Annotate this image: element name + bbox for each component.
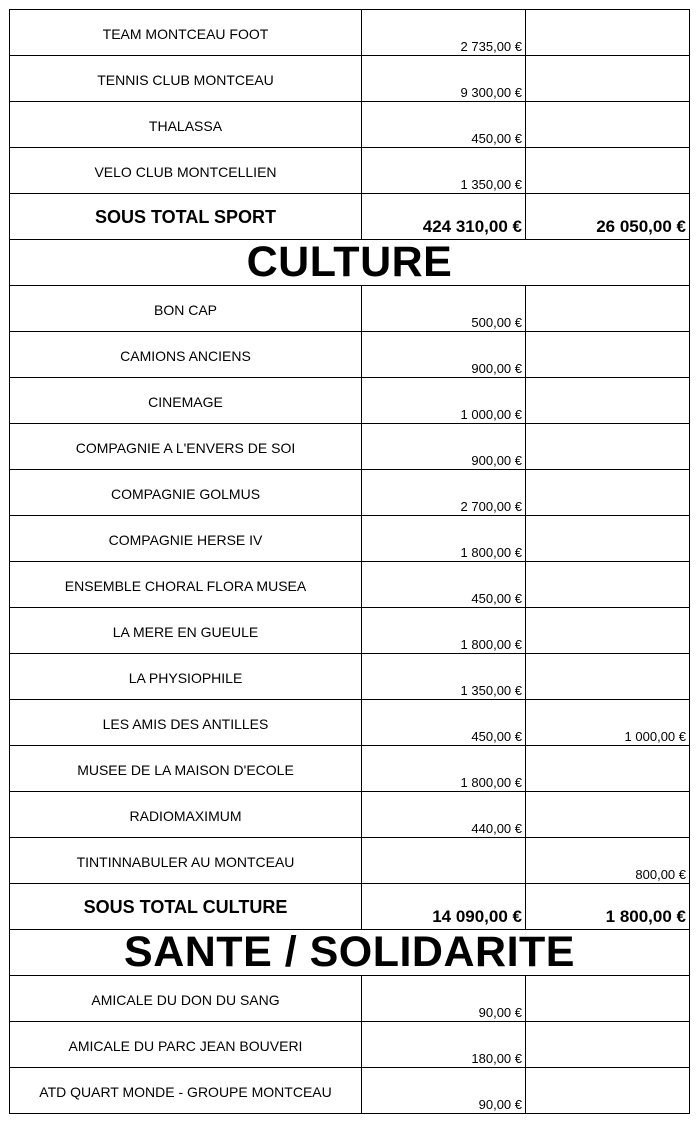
subtotal-amount-2: 26 050,00 € (525, 194, 690, 239)
section-row-sante (9, 930, 690, 976)
table-row (9, 56, 690, 102)
amount-cell: 1 000,00 € (361, 378, 525, 423)
association-name: TENNIS CLUB MONTCEAU (9, 56, 361, 101)
amount-cell: 450,00 € (361, 102, 525, 147)
table-row (9, 516, 690, 562)
table-row (9, 608, 690, 654)
association-name: THALASSA (9, 102, 361, 147)
amount-cell-2 (525, 56, 690, 101)
amount-cell: 2 700,00 € (361, 470, 525, 515)
amount-cell-2 (525, 1068, 690, 1113)
table-row (9, 1022, 690, 1068)
amount-cell-2 (525, 332, 690, 377)
association-name: COMPAGNIE GOLMUS (9, 470, 361, 515)
table-row (9, 838, 690, 884)
association-name: TEAM MONTCEAU FOOT (9, 10, 361, 55)
amount-cell-2 (525, 562, 690, 607)
association-name: AMICALE DU DON DU SANG (9, 976, 361, 1021)
subtotal-row-culture (9, 884, 690, 930)
table-row (9, 286, 690, 332)
association-name: ENSEMBLE CHORAL FLORA MUSEA (9, 562, 361, 607)
amount-cell: 1 800,00 € (361, 746, 525, 791)
table-row (9, 562, 690, 608)
amount-cell: 9 300,00 € (361, 56, 525, 101)
association-name: LA PHYSIOPHILE (9, 654, 361, 699)
amount-cell (361, 838, 525, 883)
amount-cell: 2 735,00 € (361, 10, 525, 55)
table-row (9, 332, 690, 378)
table-row (9, 424, 690, 470)
amount-cell-2 (525, 378, 690, 423)
association-name: BON CAP (9, 286, 361, 331)
amount-cell-2 (525, 976, 690, 1021)
amount-cell: 1 350,00 € (361, 654, 525, 699)
table-row (9, 654, 690, 700)
table-row (9, 378, 690, 424)
amount-cell-2 (525, 654, 690, 699)
amount-cell: 180,00 € (361, 1022, 525, 1067)
association-name: ATD QUART MONDE - GROUPE MONTCEAU (9, 1068, 361, 1113)
association-name: CAMIONS ANCIENS (9, 332, 361, 377)
association-name: MUSEE DE LA MAISON D'ECOLE (9, 746, 361, 791)
table-row (9, 102, 690, 148)
amount-cell-2 (525, 792, 690, 837)
subtotal-label: SOUS TOTAL SPORT (9, 194, 361, 239)
amount-cell-2 (525, 10, 690, 55)
table-row (9, 148, 690, 194)
amount-cell-2 (525, 516, 690, 561)
subtotal-label: SOUS TOTAL CULTURE (9, 884, 361, 929)
amount-cell: 1 350,00 € (361, 148, 525, 193)
association-name: CINEMAGE (9, 378, 361, 423)
amount-cell: 450,00 € (361, 700, 525, 745)
section-row-culture (9, 240, 690, 286)
subtotal-amount-2: 1 800,00 € (525, 884, 690, 929)
table-row (9, 700, 690, 746)
association-name: RADIOMAXIMUM (9, 792, 361, 837)
amount-cell: 1 800,00 € (361, 608, 525, 653)
section-heading: CULTURE (9, 240, 690, 285)
amount-cell: 450,00 € (361, 562, 525, 607)
association-name: LA MERE EN GUEULE (9, 608, 361, 653)
amount-cell-2 (525, 102, 690, 147)
section-heading: SANTE / SOLIDARITE (9, 930, 690, 975)
amount-cell: 90,00 € (361, 1068, 525, 1113)
subtotal-row-sport (9, 194, 690, 240)
amount-cell-2 (525, 286, 690, 331)
association-name: LES AMIS DES ANTILLES (9, 700, 361, 745)
amount-cell: 90,00 € (361, 976, 525, 1021)
table-row (9, 1068, 690, 1114)
amount-cell-2: 800,00 € (525, 838, 690, 883)
table-row (9, 470, 690, 516)
amount-cell-2: 1 000,00 € (525, 700, 690, 745)
association-name: TINTINNABULER AU MONTCEAU (9, 838, 361, 883)
amount-cell-2 (525, 608, 690, 653)
amount-cell: 900,00 € (361, 332, 525, 377)
amount-cell: 1 800,00 € (361, 516, 525, 561)
subsidy-table (9, 9, 690, 1114)
association-name: AMICALE DU PARC JEAN BOUVERI (9, 1022, 361, 1067)
amount-cell: 900,00 € (361, 424, 525, 469)
subtotal-amount: 424 310,00 € (361, 194, 525, 239)
association-name: VELO CLUB MONTCELLIEN (9, 148, 361, 193)
association-name: COMPAGNIE HERSE IV (9, 516, 361, 561)
amount-cell: 500,00 € (361, 286, 525, 331)
table-row (9, 976, 690, 1022)
amount-cell-2 (525, 424, 690, 469)
amount-cell-2 (525, 1022, 690, 1067)
amount-cell-2 (525, 470, 690, 515)
amount-cell: 440,00 € (361, 792, 525, 837)
table-row (9, 746, 690, 792)
amount-cell-2 (525, 148, 690, 193)
association-name: COMPAGNIE A L'ENVERS DE SOI (9, 424, 361, 469)
amount-cell-2 (525, 746, 690, 791)
subtotal-amount: 14 090,00 € (361, 884, 525, 929)
table-row (9, 10, 690, 56)
table-row (9, 792, 690, 838)
